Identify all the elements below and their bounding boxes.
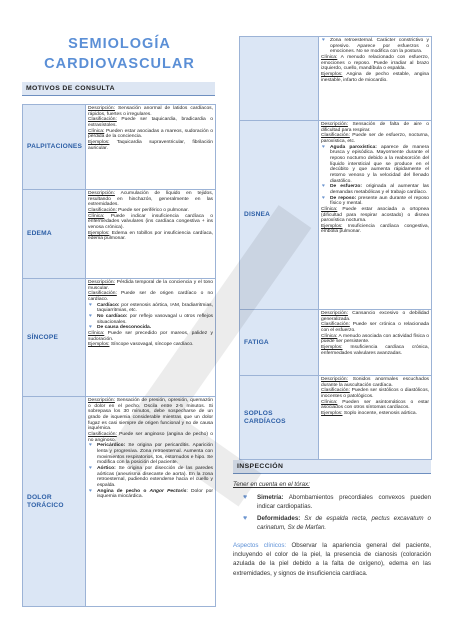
term-key: Ejemplos:: [88, 230, 110, 236]
label-dolor-toracico-cont: [240, 37, 319, 121]
row-edema: [23, 190, 216, 279]
content-palpitaciones: [86, 105, 216, 190]
bullet-text: Abombamientos precordiales convexos pueden indicar cardiopatías.: [257, 494, 431, 511]
title-line-2: CARDIOVASCULAR: [44, 56, 195, 72]
bullet-text: Se origina por pericarditis. Aparición lenta y progresiva. Zona retroesternal. Aumenta con movimientos respiratorios, tos, estornudos e hipo. Se modifica con la posición del paciente.: [97, 443, 213, 466]
row-dolor-toracico-cont: [240, 37, 432, 121]
bullet-key: Cardíaco:: [97, 302, 120, 308]
term-key: Descripción:: [88, 191, 115, 196]
bullet-key: De reposo:: [330, 195, 357, 201]
bullet-key: Angina de pecho o: [97, 488, 150, 494]
content-dolor-toracico-cont: [319, 37, 432, 121]
content-disnea: [319, 121, 432, 310]
label-disnea: DISNEA: [240, 121, 319, 310]
list-item: [88, 314, 213, 325]
term-text: Cansancio excesivo o debilidad generalizada.: [321, 311, 429, 322]
term-text: Puede ser anginoso (angina de pecho) o no anginoso.: [88, 431, 213, 443]
content-fatiga: [319, 310, 432, 376]
term-text: Pueden ser asintomáticos o estar asociados con otros síntomas cardíacos.: [321, 399, 429, 411]
bullet-key: De esfuerzo:: [330, 184, 363, 190]
bullet-text: Sx de espalda recta, pectus excavatum o carinatum, Sx de Marfan.: [257, 514, 431, 531]
bullet-text: originada al aumentar las demandas metabólicas y el trabajo cardíaco.: [330, 184, 429, 195]
term-key: Clínica:: [88, 213, 105, 219]
term-key: Clasificación:: [88, 431, 117, 437]
term-text: Sensación anormal de latidos cardíacos, rápidos, fuertes o irregulares.: [88, 106, 213, 117]
term-text: Insuficiencia cardíaca crónica, enfermedades valvulares avanzadas.: [321, 344, 429, 356]
section-header-inspeccion: INSPECCIÓN: [233, 460, 431, 474]
term-key: Clínica:: [321, 54, 338, 60]
term-key: Clasificación:: [321, 322, 350, 328]
dolor-cont-list: [321, 38, 429, 55]
list-item: [88, 303, 213, 314]
title-line-1: SEMIOLOGÍA: [68, 36, 171, 52]
term-key: Clasificación:: [321, 133, 350, 139]
bullet-key: Simetría:: [257, 494, 284, 502]
aspectos-clinicos-text: Observar la apariencia general del paciente, incluyendo el color de la piel, la presencia de cianosis (coloración azulada de la piel debido a la falta de oxígeno), edema en las extremidades, y signos de insuficiencia cardíaca.: [233, 542, 431, 577]
term-key: Descripción:: [321, 311, 348, 316]
inspeccion-list: [233, 493, 431, 532]
term-text: Puede ser de origen cardíaco o no cardíaco.: [88, 291, 213, 302]
content-dolor-toracico: [86, 397, 216, 607]
bullet-text: presente aun durante el reposo físico y mental.: [330, 195, 429, 207]
row-dolor-toracico: [23, 397, 216, 607]
term-text: A menudo asociada con actividad física o puede ser persistente.: [321, 333, 429, 345]
term-key: Descripción:: [321, 122, 348, 127]
row-disnea: [240, 121, 432, 310]
page-title: [22, 34, 217, 74]
term-key: Ejemplos:: [321, 223, 343, 229]
term-text: Sensación de falta de aire o dificultad para respirar.: [321, 122, 429, 133]
term-key: Clasificación:: [88, 291, 117, 297]
term-key: Ejemplos:: [321, 71, 343, 77]
term-text: Acumulación de líquido en tejidos, resultando en hinchazón, generalmente en las extremidades.: [88, 191, 213, 208]
bullet-text: por estenosis aórtica, IAM, bradiarritmias, taquiarritmias, etc.: [97, 302, 213, 314]
term-text: Edema en tobillos por insuficiencia cardíaca, edema pulmonar.: [88, 230, 213, 242]
section-header-motivos: MOTIVOS DE CONSULTA: [22, 82, 215, 96]
disnea-list: [321, 145, 429, 207]
label-palpitaciones: PALPITACIONES: [23, 105, 86, 190]
term-key: Ejemplos:: [88, 139, 110, 145]
bullet-key: De causa desconocida.: [97, 325, 152, 331]
term-text: Puede ser periférico o pulmonar.: [116, 207, 189, 213]
list-item: [321, 184, 429, 195]
term-text: Pueden ser sistólicos o diastólicos, inocentes o patológicos.: [321, 388, 429, 399]
term-key: Descripción:: [88, 280, 115, 285]
term-text: Sensación de presión, opresión, quemazón o dolor en el pecho. Oscila entre 2-5 minutos. Si sobrepasa los 30 minutos, debe sospecharse de un grado de isquemia considerable mientras que un dolor fugaz es casi siempre de origen funcional y no de causa isquémica.: [88, 398, 213, 432]
list-item: [321, 145, 429, 185]
term-text: Puede ser de esfuerzo, nocturna, paroxística, etc.: [321, 133, 429, 144]
term-text: Sonidos anormales escuchados durante la auscultación cardíaca.: [321, 377, 429, 388]
list-item: [321, 196, 429, 207]
row-palpitaciones: [23, 105, 216, 190]
content-sincope: [86, 279, 216, 397]
bullet-key: Deformidades:: [257, 514, 301, 522]
term-text: Insuficiencia cardíaca congestiva, embolia pulmonar.: [321, 223, 429, 235]
term-text: Puede estar asociada a ortopnea (dificultad para respirar acostado) o disnea paroxística nocturna.: [321, 206, 429, 224]
bullet-text: : Dolor por isquemia miocárdica.: [97, 488, 213, 500]
term-text: A menudo relacionado con esfuerzo, emociones o reposo. Puede irradiar al brazo izquierdo, cuello, mandíbula o espalda.: [321, 54, 429, 72]
term-text: Puede indicar insuficiencia cardíaca o enfermedades valvulares (ins cardíaca congestiva + ins venosa crónica).: [88, 213, 213, 230]
term-key: Ejemplos:: [321, 410, 343, 416]
term-text: Soplo inocente, estenosis aórtica.: [342, 410, 417, 416]
list-item: [88, 443, 213, 466]
dolor-list: [88, 443, 213, 500]
aspectos-clinicos: [233, 541, 431, 578]
term-key: Ejemplos:: [88, 342, 110, 348]
term-text: Puede ser taquicardia, bradicardia o extrasístoles.: [88, 117, 213, 128]
row-fatiga: [240, 310, 432, 376]
motivos-table-left: [22, 104, 216, 607]
row-soplos: [240, 376, 432, 460]
label-fatiga: FATIGA: [240, 310, 319, 376]
bullet-text: Zona retroesternal. Carácter constrictivo y opresivo. Aparece por esfuerzos o emociones. No se modifica con la postura.: [330, 38, 429, 55]
bullet-key: Aórtico:: [97, 465, 116, 471]
term-key: Clínica:: [88, 128, 105, 134]
bullet-key: Aguda paroxística:: [330, 144, 377, 150]
term-key: Clínica:: [321, 206, 338, 212]
sincope-list: [88, 303, 213, 331]
aspectos-clinicos-label: Aspectos clínicos:: [233, 542, 287, 550]
bullet-key: Pericárdico:: [97, 443, 126, 449]
label-soplos: SOPLOS CARDÍACOS: [240, 376, 319, 460]
term-key: Clasificación:: [88, 117, 117, 123]
bullet-text: aparece de manera brusca y episódica. Mayormente durante el reposo nocturno debido a la reabsorción del líquido intersticial que se produce en el decúbito y que aumenta rápidamente el retorno venoso y la velocidad del llenado diastólico.: [330, 144, 429, 184]
term-key: Clínica:: [321, 399, 338, 405]
term-key: Ejemplos:: [321, 344, 343, 350]
term-text: Taquicardia supraventricular, fibrilación auricular.: [88, 139, 213, 151]
list-item: [243, 514, 431, 532]
list-item-continuation: [321, 38, 429, 55]
row-sincope: [23, 279, 216, 397]
term-key: Descripción:: [88, 398, 115, 403]
term-text: Puede ser precedido por mareos, palidez y sudoración.: [88, 330, 213, 342]
inspeccion-intro: Tener en cuenta en el tórax:: [233, 481, 310, 488]
content-edema: [86, 190, 216, 279]
list-item: [88, 466, 213, 489]
term-text: Síncope vasovagal, síncope cardíaco.: [109, 342, 194, 348]
term-key: Descripción:: [321, 377, 348, 382]
content-soplos: [319, 376, 432, 460]
label-dolor-toracico: DOLOR TORÁCICO: [23, 397, 86, 607]
term-key: Clasificación:: [88, 207, 117, 213]
term-key: Clasificación:: [321, 388, 350, 394]
label-edema: EDEMA: [23, 190, 86, 279]
label-sincope: SÍNCOPE: [23, 279, 86, 397]
bullet-key: No cardíaco:: [97, 313, 128, 319]
term-key: Descripción:: [88, 106, 115, 111]
term-key: Clínica:: [321, 333, 338, 339]
inspeccion-body: [233, 480, 431, 578]
term-text: Angina de pecho estable, angina inestable, infarto de miocardio.: [321, 71, 429, 83]
list-item: [88, 325, 213, 331]
term-text: Puede ser crónica o relacionada con el esfuerzo.: [321, 322, 429, 333]
list-item: [88, 489, 213, 500]
bullet-italic: Angor Pectoris: [149, 488, 187, 494]
bullet-text: por reflejo vasovagal u otros reflejos situacionales.: [97, 313, 213, 325]
list-item: [243, 493, 431, 511]
term-text: Pérdida temporal de la conciencia y el tono muscular.: [88, 280, 213, 291]
term-text: Pueden estar asociadas a mareos, sudoración o pérdida de la conciencia.: [88, 128, 213, 140]
motivos-table-right: [239, 36, 432, 460]
bullet-text: Se origina por disección de las paredes aórticas (aneurisma disecante de aorta). En la zona retroesternal, pudiendo extenderse hacia el cuello y espalda.: [97, 465, 213, 488]
term-key: Clínica:: [88, 330, 105, 336]
